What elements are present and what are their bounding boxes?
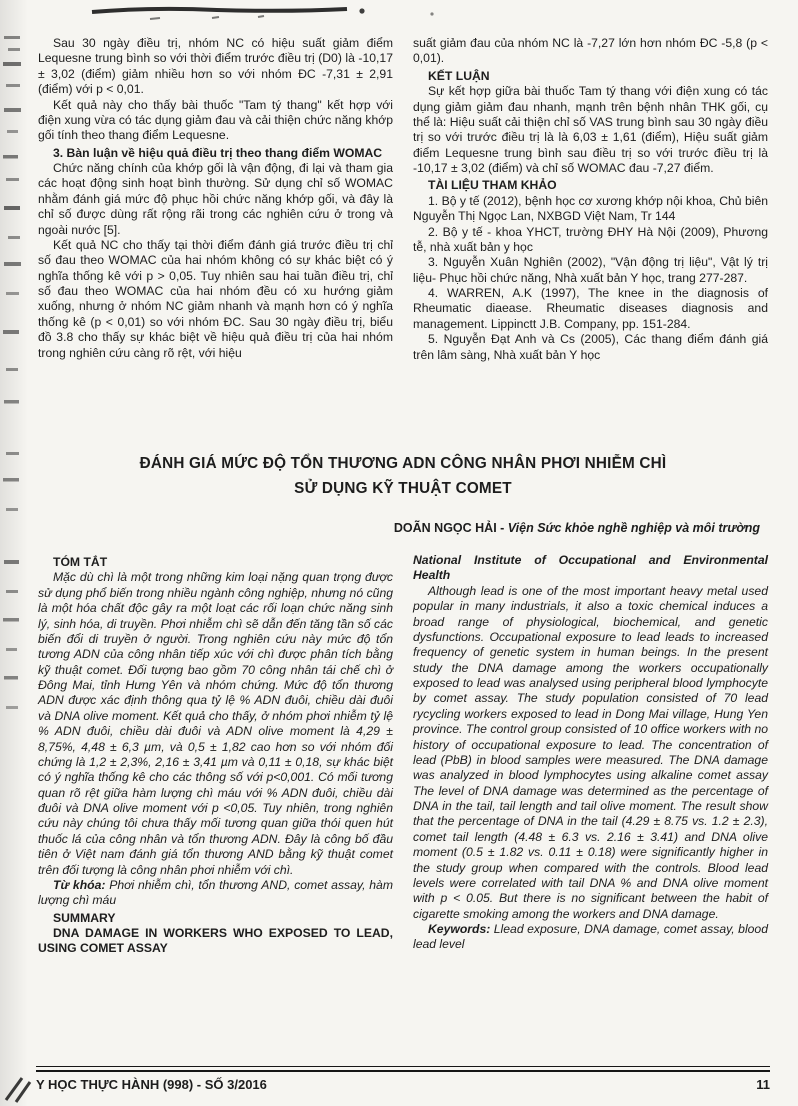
keywords-text-vi: Phơi nhiễm chì, tổn thương AND, comet assay, hàm lượng chì máu <box>38 877 393 908</box>
top-right-column <box>413 36 768 363</box>
section-heading-conclusion: KẾT LUẬN <box>428 68 490 83</box>
paragraph: suất giảm đau của nhóm NC là -7,27 lớn hơn nhóm ĐC -5,8 (p < 0,01). <box>413 36 768 66</box>
author-affiliation: Viện Sức khỏe nghề nghiệp và môi trường <box>507 521 760 535</box>
reference-item: 5. Nguyễn Đạt Anh và Cs (2005), Các thang điểm đánh giá trên lâm sàng, Nhà xuất bản Y học <box>413 332 768 362</box>
previous-article-continuation <box>38 36 768 363</box>
abstract-vietnamese: Mặc dù chì là một trong những kim loại nặng quan trọng được sử dụng phổ biến trong nhiều ngành công nghiệp, nhưng nó cũng là một hóa chất độc gây ra một loạt các rối loạn chức năng sinh lý, sinh hóa, di truyền. Phơi nhiễm chì sẽ dẫn đến tăng tần số các biến đổi di truyền ở người. Trong nghiên cứu này mức độ tổn tương ADN của công nhân tiếp xúc với chì được phân tích bằng kỹ thuật comet. Đối tượng bao gồm 70 công nhân tái chế chì ở Đông Mai, tỉnh Hưng Yên và nhóm chứng. Mức độ tổn thương ADN được xác định thông qua tỷ lệ % ADN đuôi, chiều dài đuôi và DNA olive moment. Kết quả cho thấy, ở nhóm phơi nhiễm tỷ lệ % ADN đuôi, chiều dài đuôi và ADN olive moment là 4,29 ± 8,75%, 4,48 ± 6,3 µm, và 0,5 ± 1,82 cao hơn so với nhóm đối chứng là 1,2 ± 2,3%, 2,16 ± 3,41 µm và 0,11 ± 0,18, sự khác biệt có ý nghĩa thống kê cho các thông số với p<0,001. Có mối tương quan rõ rệt giữa hàm lượng chì máu với % ADN đuôi, chiều dài đuôi và DNA olive moment với p <0,05. Tuy nhiên, trong nghiên cứu này chúng tôi chưa thấy mối tương quan giữa thói quen hút thuốc lá của công nhân và tổn thương ADN. Đây là công bố đầu tiên ở Việt nam đánh giá tổn thương AND bằng kỹ thuật comet trên đối tượng là công nhân phơi nhiễm với chì. <box>38 570 393 877</box>
abstract-left-column <box>38 553 393 957</box>
reference-item: 1. Bộ y tế (2012), bệnh học cơ xương khớp nội khoa, Chủ biên Nguyễn Thị Ngọc Lan, NXBGD Việt Nam, Tr 144 <box>413 193 768 224</box>
bottom-left-marks <box>6 1078 30 1102</box>
reference-item: 4. WARREN, A.K (1997), The knee in the diagnosis of Rheumatic diaease. Rheumatic diseases diagnosis and management. Lippinctt J.B. Company, pp. 151-284. <box>413 286 768 331</box>
section-heading-summary: SUMMARY <box>53 910 116 925</box>
paragraph: Sau 30 ngày điều trị, nhóm NC có hiệu suất giảm điểm Lequesne trung bình so với thời điểm trước điều trị (D0) là -10,17 ± 3,02 (điểm) giảm nhiều hơn so với nhóm ĐC -7,31 ± 2,91 (điểm) với p < 0,01. <box>38 36 393 97</box>
top-ink-streak <box>92 9 347 12</box>
paragraph: Sự kết hợp giữa bài thuốc Tam tý thang với điện xung có tác dụng giảm giảm đau nhanh, mạnh trên bệnh nhân THK gối, cụ thể là: Hiệu suất cải thiện chỉ số VAS trung bình sau 30 ngày điều trị so với trước điều trị là là 6,03 ± 1,61 (điểm), Hiệu suất giảm điểm Lequesne trung bình sau điều trị so với trước điều trị là -10,17 ± 3,02 (điểm) và chỉ số WOMAC đau -7,27 điểm. <box>413 84 768 175</box>
reference-item: 2. Bộ y tế - khoa YHCT, trường ĐHY Hà Nội (2009), Phương tễ, nhà xuất bản y học <box>413 224 768 254</box>
top-left-column <box>38 36 393 363</box>
keywords-label-vi: Từ khóa: <box>53 877 106 892</box>
gutter-smudges <box>3 36 21 709</box>
page-footer <box>36 1066 770 1092</box>
section-heading-tomtat: TÓM TẮT <box>53 555 108 569</box>
paragraph: Chức năng chính của khớp gối là vận động, đi lại và tham gia các hoạt động sinh hoạt bình thường. Sử dụng chỉ số WOMAC nhằm đánh giá mức độ phục hồi chức năng khớp gối, và đây là chỉ số được dùng rất rộng rãi trong các nghiên cứu ở trong và ngoài nước [5]. <box>38 161 393 237</box>
abstract-right-column <box>413 553 768 957</box>
journal-name: Y HỌC THỰC HÀNH (998) - SỐ 3/2016 <box>36 1077 267 1092</box>
institute-name: National Institute of Occupational and Environmental Health <box>413 553 768 583</box>
article-title <box>38 452 768 502</box>
article-title-block <box>38 452 768 502</box>
author-line <box>38 521 768 535</box>
article-title-line1: ĐÁNH GIÁ MỨC ĐỘ TỔN THƯƠNG ADN CÔNG NHÂN PHƠI NHIỄM CHÌ <box>139 455 667 472</box>
keywords-line-en <box>413 922 768 953</box>
author-name: DOÃN NGỌC HẢI - <box>393 521 508 535</box>
new-article-body <box>38 553 768 957</box>
section-heading-references: TÀI LIỆU THAM KHẢO <box>428 178 557 193</box>
keywords-line-vi <box>38 878 393 909</box>
page-number: 11 <box>756 1077 770 1092</box>
paragraph: Kết quả này cho thấy bài thuốc "Tam tý thang" kết hợp với điện xung vừa có tác dụng giảm đau và cải thiện chức năng khớp gối tính theo thang điểm Lequesne. <box>38 97 393 143</box>
keywords-label-en: Keywords: <box>428 922 491 936</box>
keywords-text-en: Llead exposure, DNA damage, comet assay, blood lead level <box>413 922 768 952</box>
summary-title: DNA DAMAGE IN WORKERS WHO EXPOSED TO LEAD, USING COMET ASSAY <box>38 926 393 956</box>
section-heading-womac: 3. Bàn luận về hiệu quả điều trị theo thang điểm WOMAC <box>53 145 383 160</box>
abstract-english: Although lead is one of the most important heavy metal used popular in many industrials, it also a toxic chemical induces a broad range of physiological, biochemical, and genetic dysfunctions. Occupational exposure to lead leads to increased frequency of genetic system in human beings. In the present study the DNA damage among the workers occupationally exposed to lead was analysed using peripheral blood lymphocyte by comet assay. The study population consisted of 70 lead rycycling workers exposed to lead in Dong Mai village, Hung Yen province. The control group consisted of 10 office workers with no history of occupational exposure to lead. The concentration of lead (PbB) in blood samples were measured. The DNA damage was analyzed in blood lymphocytes using alkaline comet assay The level of DNA damage was determined as the percentage of DNA in the tail, tail length and tail olive moment. The result show that the percentage of DNA in the tail (4.29 ± 8.75 vs. 1.2 ± 2.3), comet tail length (4.48 ± 6.3 vs. 2.16 ± 3.41) and DNA olive moment (0.5 ± 1.82 vs. 0.11 ± 0.18) were significantly higher in the study group when compared with the controls. Blood lead levels were correlated with tail DNA % and DNA olive moment with p < 0.05. But there is no significant between the habit of cigarette smoking among the workers and DNA damage. <box>413 583 768 921</box>
article-title-line2: SỬ DỤNG KỸ THUẬT COMET <box>294 479 512 497</box>
reference-item: 3. Nguyễn Xuân Nghiên (2002), "Vận động trị liệu", Vật lý trị liệu- Phục hồi chức năng, Nhà xuất bản Y học, trang 277-287. <box>413 255 768 285</box>
paragraph: Kết quả NC cho thấy tại thời điểm đánh giá trước điều trị chỉ số đau theo WOMAC của hai nhóm không có sự khác biệt có ý nghĩa thống kê với p > 0,05. Tuy nhiên sau hai tuần điều trị, chỉ số đau theo WOMAC của hai nhóm đều có xu hướng giảm xuống, nhưng ở nhóm NC giảm nhanh và mạnh hơn có ý nghĩa thống kê (p < 0,01) so với nhóm ĐC. Sau 30 ngày điều trị, biểu đồ 3.8 cho thấy sự khác biệt về hiệu quả điều trị của hai nhóm trong nghiên cứu càng rõ rệt, với hiệu <box>38 237 393 360</box>
